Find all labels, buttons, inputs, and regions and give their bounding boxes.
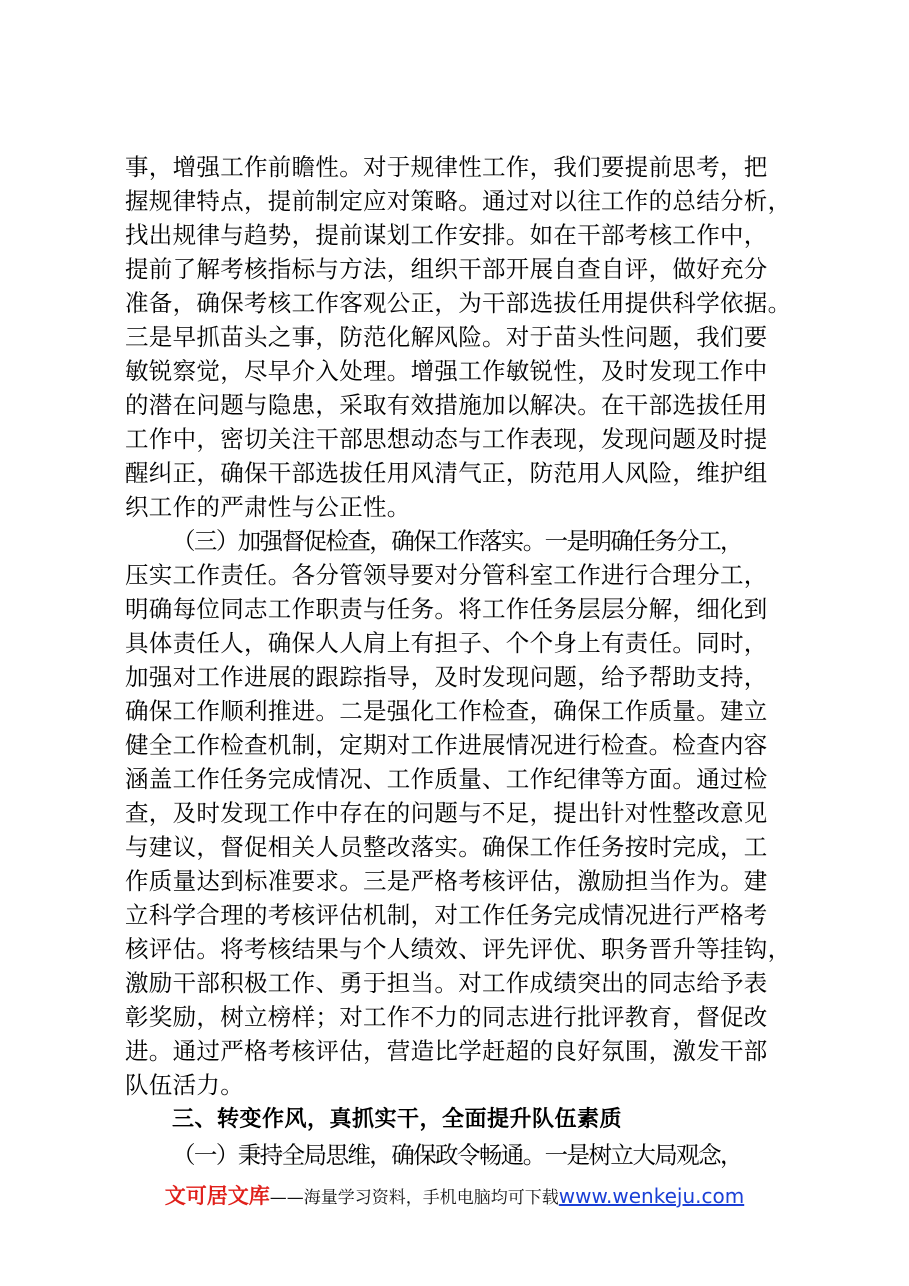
text-line: 彰奖励，树立榜样；对工作不力的同志进行批评教育，督促改: [125, 1003, 768, 1031]
text-line: 准备，确保考核工作客观公正，为干部选拔任用提供科学依据。: [125, 289, 792, 317]
text-line: 涵盖工作任务完成情况、工作质量、工作纪律等方面。通过检: [125, 765, 768, 793]
text-line: 核评估。将考核结果与个人绩效、评先评优、职务晋升等挂钩，: [125, 935, 792, 963]
footer-banner: [0, 1180, 909, 1210]
text-line: 进。通过严格考核评估，营造比学赶超的良好氛围，激发干部: [125, 1037, 768, 1065]
section-heading-3: （三）加强督促检查，确保工作落实。一是明确任务分工，: [172, 527, 742, 555]
text-line: 激励干部积极工作、勇于担当。对工作成绩突出的同志给予表: [125, 969, 768, 997]
section-heading-1: （一）秉持全局思维，确保政令畅通。一是树立大局观念，: [172, 1141, 742, 1169]
text-line: 立科学合理的考核评估机制，对工作任务完成情况进行严格考: [125, 901, 768, 929]
text-line: 明确每位同志工作职责与任务。将工作任务层层分解，细化到: [125, 595, 768, 623]
text-line: 队伍活力。: [125, 1071, 244, 1099]
text-line: 确保工作顺利推进。二是强化工作检查，确保工作质量。建立: [125, 697, 768, 725]
text-line: 醒纠正，确保干部选拔任用风清气正，防范用人风险，维护组: [125, 459, 768, 487]
text-line: 具体责任人，确保人人肩上有担子、个个身上有责任。同时，: [125, 629, 768, 657]
text-line: 事，增强工作前瞻性。对于规律性工作，我们要提前思考，把: [125, 153, 768, 181]
text-line: 织工作的严肃性与公正性。: [125, 493, 411, 521]
text-line: 健全工作检查机制，定期对工作进展情况进行检查。检查内容: [125, 731, 768, 759]
footer-url-link[interactable]: www.wenkeju.com: [558, 1184, 745, 1208]
text-line: 查，及时发现工作中存在的问题与不足，提出针对性整改意见: [125, 799, 768, 827]
text-line: 提前了解考核指标与方法，组织干部开展自查自评，做好充分: [125, 255, 768, 283]
text-line: 找出规律与趋势，提前谋划工作安排。如在干部考核工作中，: [125, 221, 768, 249]
text-line: 握规律特点，提前制定应对策略。通过对以往工作的总结分析，: [125, 187, 792, 215]
footer-tagline: ——海量学习资料，手机电脑均可下载: [269, 1188, 559, 1208]
text-line: 敏锐察觉，尽早介入处理。增强工作敏锐性，及时发现工作中: [125, 357, 768, 385]
text-line: 作质量达到标准要求。三是严格考核评估，激励担当作为。建: [125, 867, 768, 895]
text-line: 三是早抓苗头之事，防范化解风险。对于苗头性问题，我们要: [125, 323, 768, 351]
text-line: 加强对工作进展的跟踪指导，及时发现问题，给予帮助支持，: [125, 663, 768, 691]
chapter-heading: 三、转变作风，真抓实干，全面提升队伍素质: [172, 1107, 623, 1132]
text-line: 压实工作责任。各分管领导要对分管科室工作进行合理分工，: [125, 561, 768, 589]
footer-brand: 文可居文库: [164, 1184, 270, 1208]
text-line: 的潜在问题与隐患，采取有效措施加以解决。在干部选拔任用: [125, 391, 768, 419]
text-line: 工作中，密切关注干部思想动态与工作表现，发现问题及时提: [125, 425, 768, 453]
text-line: 与建议，督促相关人员整改落实。确保工作任务按时完成，工: [125, 833, 768, 861]
